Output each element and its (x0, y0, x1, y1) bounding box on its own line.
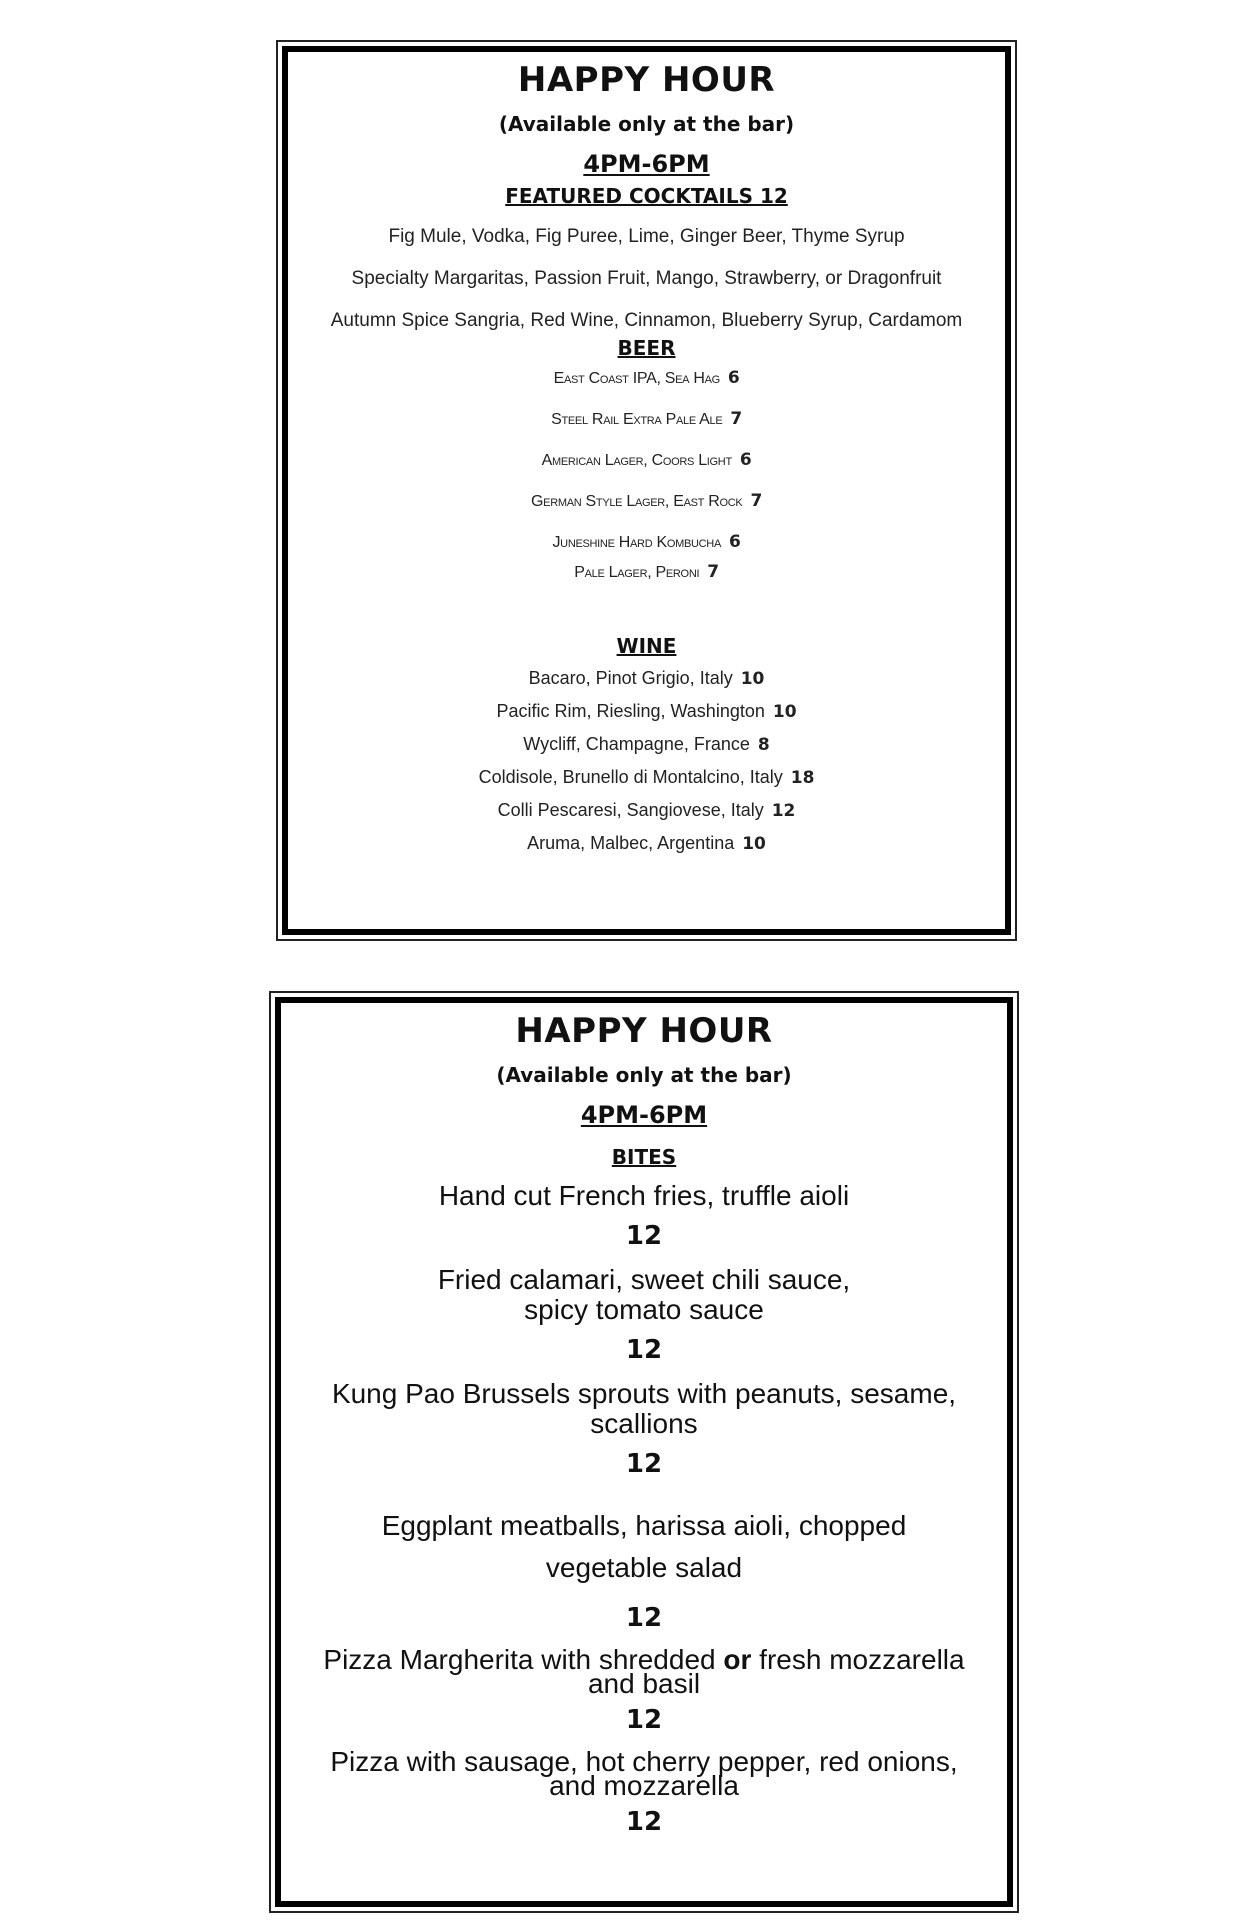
cocktails-heading: FEATURED COCKTAILS 12 (505, 184, 788, 208)
beer-name: East Coast IPA, Sea Hag (553, 370, 720, 387)
bite-description-cont: vegetable salad (545, 1552, 743, 1583)
beer-price: 7 (707, 562, 719, 582)
bite-description-cont: scallions (590, 1408, 698, 1439)
bite-description-cont: and basil (587, 1668, 701, 1699)
cocktail-item: Autumn Spice Sangria, Red Wine, Cinnamon, Blueberry Syrup, Cardamom (330, 310, 963, 331)
wine-heading: WINE (616, 634, 677, 658)
availability-note: (Available only at the bar) (498, 112, 795, 136)
bites-menu-card (269, 991, 1019, 1913)
bite-description: Hand cut French fries, truffle aioli (438, 1180, 850, 1211)
bite-price: 12 (625, 1807, 663, 1837)
bite-description: Kung Pao Brussels sprouts with peanuts, sesame, (331, 1378, 957, 1409)
drinks-menu-frame (282, 46, 1011, 935)
bite-price: 12 (625, 1603, 663, 1633)
beer-price: 6 (728, 532, 741, 552)
bite-item (281, 1181, 1007, 1251)
bite-or-word: or (723, 1644, 752, 1675)
menu-title: HAPPY HOUR (517, 60, 776, 100)
beer-item (288, 409, 1005, 429)
wine-item (288, 767, 1005, 788)
beer-name: Pale Lager, Peroni (574, 564, 700, 581)
beer-item (288, 450, 1005, 470)
wine-item (288, 800, 1005, 821)
bite-price: 12 (625, 1449, 663, 1479)
beer-price: 6 (727, 368, 740, 388)
wine-name: Wycliff, Champagne, France (523, 734, 750, 754)
bite-item (281, 1746, 1007, 1837)
wine-name: Aruma, Malbec, Argentina (527, 833, 735, 853)
bite-item (281, 1265, 1007, 1365)
wine-price: 8 (757, 735, 770, 755)
availability-note: (Available only at the bar) (496, 1063, 792, 1087)
beer-item (288, 562, 1005, 582)
wine-item (288, 668, 1005, 689)
bite-description-start: Pizza Margherita with shredded (323, 1644, 716, 1675)
beer-name: German Style Lager, East Rock (531, 493, 743, 510)
bites-heading: BITES (611, 1145, 677, 1169)
bite-description-cont: and mozzarella (549, 1770, 739, 1801)
cocktail-item: Specialty Margaritas, Passion Fruit, Mango, Strawberry, or Dragonfruit (351, 268, 942, 289)
wine-price: 18 (790, 768, 815, 788)
bite-description: Fried calamari, sweet chili sauce, (437, 1264, 851, 1295)
beer-name: Steel Rail Extra Pale Ale (551, 411, 723, 428)
wine-price: 10 (742, 834, 766, 854)
bite-item (281, 1505, 1007, 1633)
bite-description-cont: spicy tomato sauce (524, 1294, 764, 1325)
wine-name: Pacific Rim, Riesling, Washington (496, 701, 765, 721)
beer-item (288, 491, 1005, 511)
bite-description: Eggplant meatballs, harissa aioli, chopped (381, 1510, 907, 1541)
cocktail-item: Fig Mule, Vodka, Fig Puree, Lime, Ginger Beer, Thyme Syrup (388, 226, 905, 247)
wine-price: 10 (740, 669, 765, 689)
bite-price: 12 (625, 1705, 663, 1735)
beer-price: 7 (730, 409, 742, 429)
bite-item (281, 1379, 1007, 1479)
wine-item (288, 833, 1005, 854)
bite-item (281, 1644, 1007, 1735)
wine-item (288, 701, 1005, 722)
beer-heading: BEER (617, 336, 676, 360)
bite-price: 12 (625, 1221, 663, 1251)
beer-price: 6 (739, 450, 752, 470)
wine-price: 12 (771, 801, 796, 821)
beer-price: 7 (750, 491, 762, 511)
beer-name: American Lager, Coors Light (541, 452, 732, 469)
wine-name: Bacaro, Pinot Grigio, Italy (528, 668, 733, 688)
drinks-menu-card (276, 40, 1017, 941)
wine-name: Coldisole, Brunello di Montalcino, Italy (478, 767, 783, 787)
beer-item (288, 532, 1005, 552)
wine-price: 10 (772, 702, 797, 722)
hours: 4PM-6PM (583, 150, 710, 178)
bite-price: 12 (625, 1335, 663, 1365)
bite-description: Pizza with sausage, hot cherry pepper, red onions, (330, 1746, 958, 1777)
menu-title: HAPPY HOUR (515, 1011, 773, 1051)
bite-description-end: fresh mozzarella (759, 1644, 965, 1675)
beer-item (288, 368, 1005, 388)
bites-menu-frame (275, 997, 1013, 1907)
wine-item (288, 734, 1005, 755)
beer-name: Juneshine Hard Kombucha (552, 534, 721, 551)
hours: 4PM-6PM (580, 1101, 708, 1129)
wine-name: Colli Pescaresi, Sangiovese, Italy (497, 800, 764, 820)
